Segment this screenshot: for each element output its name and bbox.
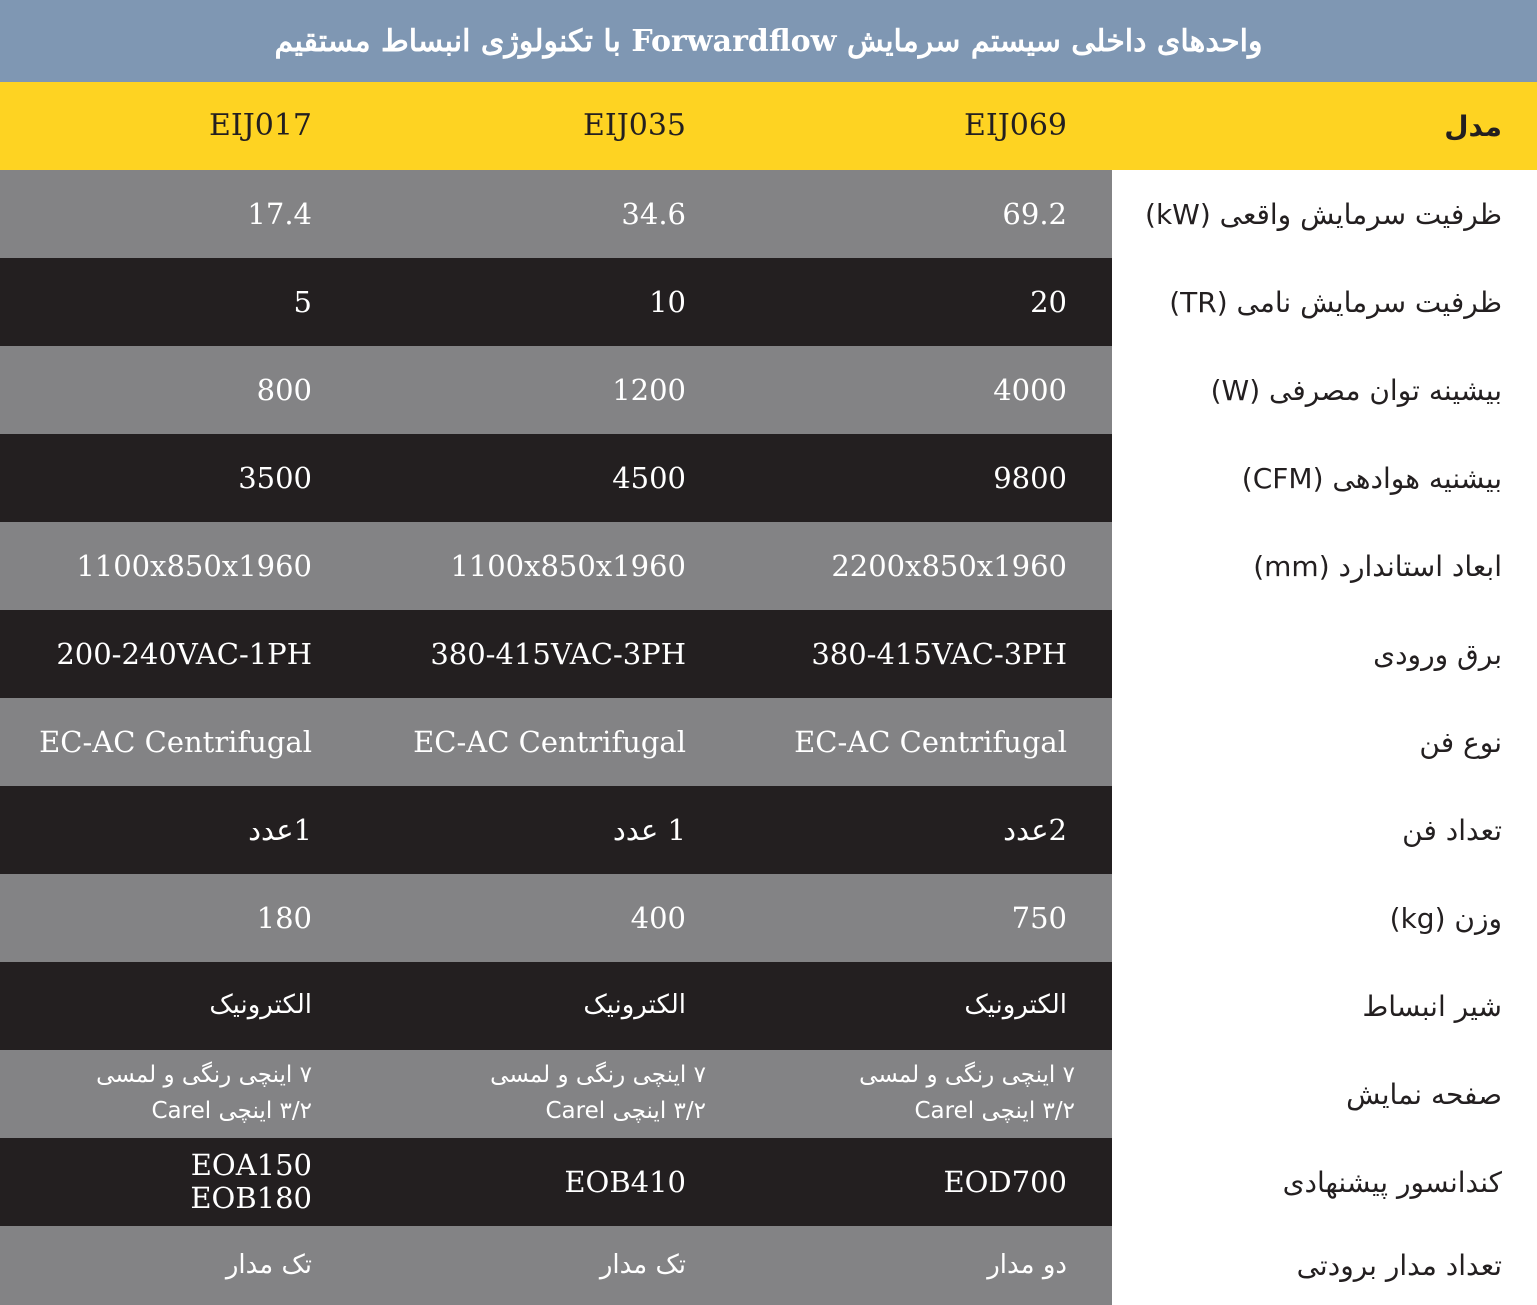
table-cell: EOD700 [943, 1164, 1067, 1199]
table-cell: 4500 [612, 460, 686, 495]
row-weight [0, 874, 1537, 962]
row-nominal-cooling-capacity [0, 258, 1537, 346]
table-cell [735, 1050, 1075, 1138]
table-cell: 1عدد [248, 812, 312, 847]
table-cell [366, 1050, 706, 1138]
row-label: ظرفیت سرمایش واقعی (kW) [1145, 197, 1502, 231]
table-cell: 1100x850x1960 [450, 548, 686, 583]
model-eij069: EIJ069 [963, 108, 1067, 143]
table-cell: 17.4 [247, 196, 312, 231]
table-cell: 800 [256, 372, 312, 407]
model-header-row [0, 82, 1537, 170]
table-cell: 180 [256, 900, 312, 935]
table-cell: EC-AC Centrifugal [39, 724, 312, 759]
row-label: کندانسور پیشنهادی [1282, 1165, 1502, 1199]
table-cell: 9800 [993, 460, 1067, 495]
table-cell: 10 [649, 284, 686, 319]
table-cell: تک مدار [599, 1249, 686, 1280]
table-cell: 750 [1011, 900, 1067, 935]
row-standard-dimensions [0, 522, 1537, 610]
row-label: وزن (kg) [1389, 901, 1502, 935]
table-cell: 20 [1030, 284, 1067, 319]
row-label: بیشینه توان مصرفی (W) [1210, 373, 1502, 407]
cell-line: ۳/۲ اینچی Carel [914, 1098, 1075, 1124]
table-cell: الکترونیک [583, 990, 686, 1021]
row-actual-cooling-capacity [0, 170, 1537, 258]
cell-line: EOA150 [190, 1147, 312, 1182]
row-fan-type [0, 698, 1537, 786]
row-expansion-valve [0, 962, 1537, 1050]
table-cell: 1200 [612, 372, 686, 407]
row-input-power [0, 610, 1537, 698]
row-label: شیر انبساط [1362, 989, 1502, 1023]
table-cell: 400 [630, 900, 686, 935]
row-suggested-condenser [0, 1138, 1537, 1226]
row-refrigeration-circuits [0, 1226, 1537, 1305]
row-label: ظرفیت سرمایش نامی (TR) [1169, 285, 1502, 319]
table-title: واحدهای داخلی سیستم سرمایش Forwardflow با تکنولوژی انبساط مستقیم [274, 23, 1263, 59]
table-cell: EC-AC Centrifugal [413, 724, 686, 759]
row-label: برق ورودی [1373, 637, 1502, 671]
cell-line: ۳/۲ اینچی Carel [545, 1098, 706, 1124]
table-cell [12, 1050, 312, 1138]
table-cell: 1 عدد [612, 812, 686, 847]
table-cell: EC-AC Centrifugal [794, 724, 1067, 759]
table-cell: EOB410 [564, 1164, 686, 1199]
row-label: صفحه نمایش [1346, 1077, 1502, 1111]
row-display [0, 1050, 1537, 1138]
cell-line: ۷ اینچی رنگی و لمسی [859, 1062, 1075, 1089]
model-label: مدل [1444, 109, 1502, 143]
model-eij035: EIJ035 [582, 108, 686, 143]
row-label: تعداد فن [1402, 813, 1502, 847]
table-cell: الکترونیک [964, 990, 1067, 1021]
table-cell: 1100x850x1960 [76, 548, 312, 583]
model-eij017: EIJ017 [208, 108, 312, 143]
row-label: تعداد مدار برودتی [1296, 1249, 1502, 1282]
table-cell: 380-415VAC-3PH [430, 636, 686, 671]
cell-line: EOB180 [190, 1181, 312, 1215]
table-title-bar [0, 0, 1537, 82]
row-label: نوع فن [1419, 725, 1502, 759]
cell-line: ۷ اینچی رنگی و لمسی [490, 1062, 706, 1089]
cell-line: ۳/۲ اینچی Carel [151, 1098, 312, 1124]
table-cell: 2عدد [1003, 812, 1067, 847]
row-label: بیشنیه هوادهی (CFM) [1241, 461, 1502, 495]
row-fan-count [0, 786, 1537, 874]
table-cell: 2200x850x1960 [831, 548, 1067, 583]
table-cell: تک مدار [225, 1249, 312, 1280]
table-cell: 3500 [238, 460, 312, 495]
table-cell [12, 1138, 312, 1226]
table-cell: الکترونیک [209, 990, 312, 1021]
table-cell: 4000 [993, 372, 1067, 407]
table-cell: 5 [293, 284, 312, 319]
row-max-airflow [0, 434, 1537, 522]
cell-line: ۷ اینچی رنگی و لمسی [96, 1062, 312, 1089]
row-label: ابعاد استاندارد (mm) [1253, 549, 1502, 583]
table-cell: 34.6 [621, 196, 686, 231]
row-max-power-consumption [0, 346, 1537, 434]
table-cell: 200-240VAC-1PH [56, 636, 312, 671]
table-cell: 69.2 [1002, 196, 1067, 231]
table-cell: دو مدار [987, 1249, 1067, 1280]
table-cell: 380-415VAC-3PH [811, 636, 1067, 671]
